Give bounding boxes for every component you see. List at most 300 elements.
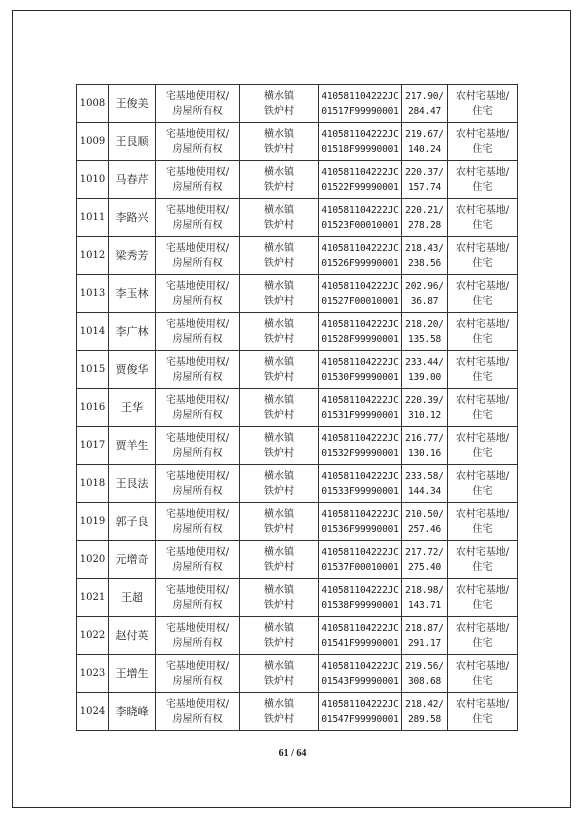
- usage-line: 农村宅基地/: [455, 432, 510, 444]
- unit-code-line: 410581104222JC: [321, 204, 399, 216]
- location-line: 铁炉村: [264, 675, 294, 687]
- area-line: 291.17: [407, 637, 442, 649]
- record-id-cell: 1020: [77, 541, 109, 579]
- usage-cell: [448, 199, 518, 237]
- area-line: 219.56/: [405, 660, 444, 672]
- unit-code-line: 410581104222JC: [321, 432, 399, 444]
- unit-code-line: 01527F00010001: [321, 295, 399, 307]
- usage-cell: [448, 275, 518, 313]
- location-line: 横水镇: [264, 584, 294, 596]
- unit-code-line: 410581104222JC: [321, 242, 399, 254]
- owner-name-cell: 李晓峰: [109, 693, 156, 731]
- location-line: 横水镇: [264, 318, 294, 330]
- location-line: 横水镇: [264, 166, 294, 178]
- owner-name-cell: 贾俊华: [109, 351, 156, 389]
- area-line: 144.34: [407, 485, 442, 497]
- table-row: [77, 161, 518, 199]
- location-cell: [240, 465, 319, 503]
- owner-name-cell: 郭子良: [109, 503, 156, 541]
- location-line: 铁炉村: [264, 219, 294, 231]
- right-type-cell: [156, 389, 240, 427]
- location-line: 横水镇: [264, 394, 294, 406]
- record-id-cell: 1012: [77, 237, 109, 275]
- right-type-line: 宅基地使用权/: [165, 242, 230, 254]
- owner-name-cell: 赵付英: [109, 617, 156, 655]
- owner-name-cell: 贾羊生: [109, 427, 156, 465]
- area-line: 210.50/: [405, 508, 444, 520]
- location-line: 铁炉村: [264, 257, 294, 269]
- area-line: 216.77/: [405, 432, 444, 444]
- usage-cell: [448, 617, 518, 655]
- record-id-cell: 1009: [77, 123, 109, 161]
- unit-code-cell: [319, 313, 402, 351]
- unit-code-cell: [319, 351, 402, 389]
- right-type-cell: [156, 199, 240, 237]
- area-line: 143.71: [407, 599, 442, 611]
- usage-cell: [448, 313, 518, 351]
- owner-name-cell: 梁秀芳: [109, 237, 156, 275]
- area-line: 219.67/: [405, 128, 444, 140]
- unit-code-line: 01543F99990001: [321, 675, 399, 687]
- location-line: 铁炉村: [264, 371, 294, 383]
- right-type-line: 房屋所有权: [172, 219, 223, 231]
- location-cell: [240, 351, 319, 389]
- usage-cell: [448, 503, 518, 541]
- record-id-cell: 1008: [77, 85, 109, 123]
- unit-code-line: 01522F99990001: [321, 181, 399, 193]
- right-type-line: 宅基地使用权/: [165, 622, 230, 634]
- owner-name-cell: 王艮顺: [109, 123, 156, 161]
- location-line: 横水镇: [264, 508, 294, 520]
- table-row: [77, 389, 518, 427]
- owner-name-cell: 王华: [109, 389, 156, 427]
- location-line: 铁炉村: [264, 599, 294, 611]
- area-line: 278.28: [407, 219, 442, 231]
- area-line: 220.37/: [405, 166, 444, 178]
- area-line: 157.74: [407, 181, 442, 193]
- table-row: [77, 617, 518, 655]
- record-id-cell: 1013: [77, 275, 109, 313]
- record-id-cell: 1015: [77, 351, 109, 389]
- area-cell: [402, 617, 448, 655]
- area-line: 36.87: [410, 295, 439, 307]
- area-line: 257.46: [407, 523, 442, 535]
- area-cell: [402, 655, 448, 693]
- right-type-cell: [156, 237, 240, 275]
- right-type-line: 房屋所有权: [172, 561, 223, 573]
- right-type-cell: [156, 617, 240, 655]
- unit-code-line: 01518F99990001: [321, 143, 399, 155]
- record-id-cell: 1021: [77, 579, 109, 617]
- location-line: 铁炉村: [264, 333, 294, 345]
- location-line: 横水镇: [264, 660, 294, 672]
- right-type-line: 房屋所有权: [172, 599, 223, 611]
- unit-code-line: 01531F99990001: [321, 409, 399, 421]
- unit-code-line: 410581104222JC: [321, 280, 399, 292]
- usage-line: 住宅: [472, 371, 493, 383]
- unit-code-line: 410581104222JC: [321, 698, 399, 710]
- right-type-line: 房屋所有权: [172, 333, 223, 345]
- usage-line: 农村宅基地/: [455, 660, 510, 672]
- owner-name-cell: 王超: [109, 579, 156, 617]
- location-cell: [240, 275, 319, 313]
- area-line: 289.58: [407, 713, 442, 725]
- right-type-cell: [156, 123, 240, 161]
- usage-line: 农村宅基地/: [455, 584, 510, 596]
- area-line: 233.44/: [405, 356, 444, 368]
- unit-code-line: 01541F99990001: [321, 637, 399, 649]
- owner-name-cell: 王俊美: [109, 85, 156, 123]
- table-row: [77, 123, 518, 161]
- unit-code-line: 01528F99990001: [321, 333, 399, 345]
- unit-code-line: 01523F00010001: [321, 219, 399, 231]
- usage-line: 住宅: [472, 181, 493, 193]
- usage-line: 住宅: [472, 295, 493, 307]
- area-cell: [402, 389, 448, 427]
- unit-code-cell: [319, 503, 402, 541]
- unit-code-cell: [319, 275, 402, 313]
- area-line: 238.56: [407, 257, 442, 269]
- area-line: 218.98/: [405, 584, 444, 596]
- right-type-cell: [156, 313, 240, 351]
- unit-code-line: 01547F99990001: [321, 713, 399, 725]
- right-type-line: 宅基地使用权/: [165, 166, 230, 178]
- unit-code-line: 01536F99990001: [321, 523, 399, 535]
- usage-cell: [448, 693, 518, 731]
- location-cell: [240, 85, 319, 123]
- right-type-line: 房屋所有权: [172, 637, 223, 649]
- unit-code-line: 01530F99990001: [321, 371, 399, 383]
- right-type-line: 房屋所有权: [172, 447, 223, 459]
- owner-name-cell: 李广林: [109, 313, 156, 351]
- unit-code-line: 01517F99990001: [321, 105, 399, 117]
- area-line: 284.47: [407, 105, 442, 117]
- unit-code-cell: [319, 579, 402, 617]
- right-type-line: 房屋所有权: [172, 485, 223, 497]
- record-id-cell: 1016: [77, 389, 109, 427]
- owner-name-cell: 李玉林: [109, 275, 156, 313]
- right-type-cell: [156, 85, 240, 123]
- location-line: 横水镇: [264, 90, 294, 102]
- unit-code-line: 410581104222JC: [321, 318, 399, 330]
- right-type-line: 宅基地使用权/: [165, 508, 230, 520]
- owner-name-cell: 李路兴: [109, 199, 156, 237]
- usage-line: 农村宅基地/: [455, 318, 510, 330]
- area-line: 218.87/: [405, 622, 444, 634]
- location-cell: [240, 503, 319, 541]
- table-row: [77, 693, 518, 731]
- area-cell: [402, 503, 448, 541]
- location-line: 铁炉村: [264, 295, 294, 307]
- record-id-cell: 1024: [77, 693, 109, 731]
- table-row: [77, 655, 518, 693]
- right-type-line: 宅基地使用权/: [165, 394, 230, 406]
- right-type-line: 宅基地使用权/: [165, 356, 230, 368]
- usage-line: 农村宅基地/: [455, 470, 510, 482]
- record-id-cell: 1022: [77, 617, 109, 655]
- table-row: [77, 313, 518, 351]
- usage-line: 住宅: [472, 409, 493, 421]
- owner-name-cell: 王增生: [109, 655, 156, 693]
- area-line: 139.00: [407, 371, 442, 383]
- right-type-line: 房屋所有权: [172, 371, 223, 383]
- unit-code-cell: [319, 541, 402, 579]
- usage-cell: [448, 541, 518, 579]
- usage-line: 农村宅基地/: [455, 280, 510, 292]
- area-cell: [402, 427, 448, 465]
- table-row: [77, 503, 518, 541]
- table-row: [77, 237, 518, 275]
- table-row: [77, 199, 518, 237]
- usage-line: 住宅: [472, 637, 493, 649]
- location-cell: [240, 123, 319, 161]
- location-cell: [240, 579, 319, 617]
- record-id-cell: 1023: [77, 655, 109, 693]
- unit-code-line: 410581104222JC: [321, 660, 399, 672]
- unit-code-line: 410581104222JC: [321, 90, 399, 102]
- usage-line: 农村宅基地/: [455, 508, 510, 520]
- right-type-line: 宅基地使用权/: [165, 546, 230, 558]
- area-line: 140.24: [407, 143, 442, 155]
- location-cell: [240, 617, 319, 655]
- right-type-cell: [156, 579, 240, 617]
- right-type-cell: [156, 351, 240, 389]
- usage-line: 住宅: [472, 599, 493, 611]
- area-cell: [402, 275, 448, 313]
- right-type-line: 房屋所有权: [172, 105, 223, 117]
- location-line: 横水镇: [264, 280, 294, 292]
- area-line: 218.42/: [405, 698, 444, 710]
- area-cell: [402, 351, 448, 389]
- unit-code-cell: [319, 693, 402, 731]
- location-cell: [240, 693, 319, 731]
- page-number: 61 / 64: [278, 748, 307, 759]
- right-type-line: 宅基地使用权/: [165, 318, 230, 330]
- usage-line: 农村宅基地/: [455, 622, 510, 634]
- usage-cell: [448, 123, 518, 161]
- right-type-line: 宅基地使用权/: [165, 470, 230, 482]
- location-cell: [240, 389, 319, 427]
- location-line: 横水镇: [264, 622, 294, 634]
- location-line: 铁炉村: [264, 447, 294, 459]
- location-cell: [240, 313, 319, 351]
- record-id-cell: 1019: [77, 503, 109, 541]
- table-row: [77, 541, 518, 579]
- unit-code-line: 01537F00010001: [321, 561, 399, 573]
- right-type-cell: [156, 503, 240, 541]
- location-line: 铁炉村: [264, 143, 294, 155]
- usage-line: 住宅: [472, 143, 493, 155]
- area-cell: [402, 161, 448, 199]
- usage-line: 农村宅基地/: [455, 128, 510, 140]
- unit-code-line: 410581104222JC: [321, 546, 399, 558]
- location-line: 铁炉村: [264, 713, 294, 725]
- right-type-line: 房屋所有权: [172, 523, 223, 535]
- unit-code-cell: [319, 389, 402, 427]
- right-type-cell: [156, 161, 240, 199]
- area-cell: [402, 579, 448, 617]
- location-cell: [240, 541, 319, 579]
- usage-cell: [448, 237, 518, 275]
- unit-code-line: 410581104222JC: [321, 470, 399, 482]
- table-row: [77, 579, 518, 617]
- location-cell: [240, 237, 319, 275]
- area-line: 308.68: [407, 675, 442, 687]
- location-line: 铁炉村: [264, 561, 294, 573]
- location-cell: [240, 427, 319, 465]
- location-line: 铁炉村: [264, 637, 294, 649]
- usage-line: 农村宅基地/: [455, 546, 510, 558]
- area-cell: [402, 123, 448, 161]
- right-type-cell: [156, 275, 240, 313]
- right-type-line: 宅基地使用权/: [165, 584, 230, 596]
- usage-cell: [448, 389, 518, 427]
- records-table: [76, 84, 518, 731]
- right-type-line: 房屋所有权: [172, 409, 223, 421]
- usage-cell: [448, 85, 518, 123]
- usage-line: 农村宅基地/: [455, 394, 510, 406]
- unit-code-cell: [319, 199, 402, 237]
- right-type-cell: [156, 541, 240, 579]
- location-line: 铁炉村: [264, 523, 294, 535]
- usage-line: 住宅: [472, 333, 493, 345]
- unit-code-line: 410581104222JC: [321, 394, 399, 406]
- area-cell: [402, 465, 448, 503]
- owner-name-cell: 王艮法: [109, 465, 156, 503]
- location-line: 横水镇: [264, 432, 294, 444]
- table-row: [77, 465, 518, 503]
- unit-code-line: 01533F99990001: [321, 485, 399, 497]
- usage-line: 农村宅基地/: [455, 698, 510, 710]
- area-line: 233.58/: [405, 470, 444, 482]
- area-line: 217.90/: [405, 90, 444, 102]
- record-id-cell: 1011: [77, 199, 109, 237]
- usage-line: 农村宅基地/: [455, 242, 510, 254]
- location-line: 横水镇: [264, 128, 294, 140]
- usage-line: 住宅: [472, 105, 493, 117]
- area-line: 135.58: [407, 333, 442, 345]
- location-line: 横水镇: [264, 242, 294, 254]
- record-id-cell: 1018: [77, 465, 109, 503]
- right-type-line: 房屋所有权: [172, 143, 223, 155]
- location-line: 铁炉村: [264, 105, 294, 117]
- usage-line: 住宅: [472, 219, 493, 231]
- usage-line: 农村宅基地/: [455, 90, 510, 102]
- unit-code-line: 410581104222JC: [321, 128, 399, 140]
- table-row: [77, 85, 518, 123]
- unit-code-line: 01538F99990001: [321, 599, 399, 611]
- right-type-line: 房屋所有权: [172, 675, 223, 687]
- usage-cell: [448, 427, 518, 465]
- right-type-line: 宅基地使用权/: [165, 660, 230, 672]
- right-type-cell: [156, 427, 240, 465]
- unit-code-cell: [319, 237, 402, 275]
- location-line: 横水镇: [264, 470, 294, 482]
- usage-cell: [448, 655, 518, 693]
- unit-code-cell: [319, 123, 402, 161]
- location-line: 铁炉村: [264, 181, 294, 193]
- area-line: 218.20/: [405, 318, 444, 330]
- right-type-cell: [156, 465, 240, 503]
- right-type-line: 房屋所有权: [172, 295, 223, 307]
- unit-code-cell: [319, 465, 402, 503]
- unit-code-cell: [319, 161, 402, 199]
- area-line: 310.12: [407, 409, 442, 421]
- table-row: [77, 351, 518, 389]
- unit-code-line: 01526F99990001: [321, 257, 399, 269]
- location-line: 横水镇: [264, 698, 294, 710]
- right-type-cell: [156, 655, 240, 693]
- usage-cell: [448, 351, 518, 389]
- usage-line: 农村宅基地/: [455, 204, 510, 216]
- area-line: 130.16: [407, 447, 442, 459]
- usage-line: 住宅: [472, 713, 493, 725]
- location-line: 铁炉村: [264, 409, 294, 421]
- unit-code-line: 410581104222JC: [321, 356, 399, 368]
- unit-code-line: 01532F99990001: [321, 447, 399, 459]
- right-type-line: 房屋所有权: [172, 181, 223, 193]
- location-line: 铁炉村: [264, 485, 294, 497]
- area-cell: [402, 541, 448, 579]
- usage-line: 农村宅基地/: [455, 166, 510, 178]
- area-line: 217.72/: [405, 546, 444, 558]
- area-line: 220.39/: [405, 394, 444, 406]
- usage-line: 住宅: [472, 257, 493, 269]
- owner-name-cell: 马春芹: [109, 161, 156, 199]
- area-cell: [402, 693, 448, 731]
- location-line: 横水镇: [264, 546, 294, 558]
- location-line: 横水镇: [264, 356, 294, 368]
- record-id-cell: 1017: [77, 427, 109, 465]
- location-cell: [240, 655, 319, 693]
- usage-line: 农村宅基地/: [455, 356, 510, 368]
- unit-code-cell: [319, 85, 402, 123]
- area-line: 220.21/: [405, 204, 444, 216]
- right-type-line: 宅基地使用权/: [165, 90, 230, 102]
- right-type-cell: [156, 693, 240, 731]
- area-line: 218.43/: [405, 242, 444, 254]
- location-line: 横水镇: [264, 204, 294, 216]
- unit-code-cell: [319, 655, 402, 693]
- table-row: [77, 275, 518, 313]
- area-cell: [402, 199, 448, 237]
- right-type-line: 宅基地使用权/: [165, 432, 230, 444]
- unit-code-cell: [319, 427, 402, 465]
- owner-name-cell: 元增奇: [109, 541, 156, 579]
- area-cell: [402, 85, 448, 123]
- right-type-line: 房屋所有权: [172, 713, 223, 725]
- usage-line: 住宅: [472, 561, 493, 573]
- record-id-cell: 1014: [77, 313, 109, 351]
- right-type-line: 房屋所有权: [172, 257, 223, 269]
- unit-code-line: 410581104222JC: [321, 166, 399, 178]
- unit-code-line: 410581104222JC: [321, 508, 399, 520]
- unit-code-line: 410581104222JC: [321, 622, 399, 634]
- record-id-cell: 1010: [77, 161, 109, 199]
- usage-cell: [448, 579, 518, 617]
- right-type-line: 宅基地使用权/: [165, 128, 230, 140]
- right-type-line: 宅基地使用权/: [165, 204, 230, 216]
- area-line: 202.96/: [405, 280, 444, 292]
- usage-cell: [448, 465, 518, 503]
- location-cell: [240, 161, 319, 199]
- usage-line: 住宅: [472, 523, 493, 535]
- area-cell: [402, 313, 448, 351]
- area-line: 275.40: [407, 561, 442, 573]
- usage-line: 住宅: [472, 447, 493, 459]
- usage-cell: [448, 161, 518, 199]
- right-type-line: 宅基地使用权/: [165, 698, 230, 710]
